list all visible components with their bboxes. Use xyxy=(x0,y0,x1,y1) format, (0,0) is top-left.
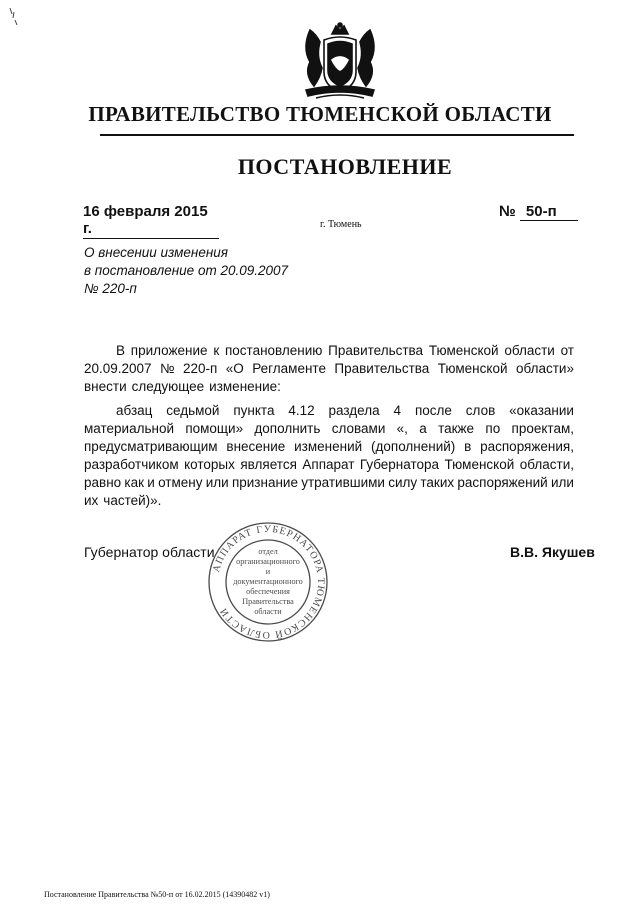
body-word: внести xyxy=(84,379,127,394)
body-word: таких xyxy=(420,475,455,490)
body-line xyxy=(84,360,574,378)
body-word: слов xyxy=(465,403,496,418)
body-word: дополнить xyxy=(254,421,321,436)
stamp-line: Правительства xyxy=(242,597,294,606)
body-word: Тюменской xyxy=(444,457,515,472)
body-word: частей)». xyxy=(103,493,162,508)
stamp-line: документационного xyxy=(233,577,303,586)
stamp-line: и xyxy=(265,567,271,576)
signatory-title: Губернатор области xyxy=(84,544,215,560)
signatory-name: В.В. Якушев xyxy=(510,544,595,560)
body-word: 20.09.2007 xyxy=(84,361,152,376)
body-word: по xyxy=(485,421,501,436)
body-word: приложение xyxy=(130,343,208,358)
body-line xyxy=(84,420,574,438)
body-word: как xyxy=(124,475,145,490)
body-word: Правительства xyxy=(328,343,424,358)
subject-line: О внесении изменения xyxy=(84,245,229,260)
body-word: «О xyxy=(225,361,244,376)
body-word: Правительства xyxy=(334,361,430,376)
body-word: или xyxy=(205,475,229,490)
body-word: Регламенте xyxy=(252,361,326,376)
body-word: (дополнений) xyxy=(371,439,456,454)
body-word: признание xyxy=(231,475,298,490)
body-line xyxy=(84,474,574,492)
body-word: 4.12 xyxy=(288,403,315,418)
body-word: после xyxy=(414,403,452,418)
document-body xyxy=(84,342,574,510)
body-word: проектам, xyxy=(511,421,574,436)
body-word: силу xyxy=(388,475,418,490)
title-divider xyxy=(100,134,574,136)
body-word: или xyxy=(550,475,574,490)
body-word: а xyxy=(419,421,427,436)
body-word: седьмой xyxy=(166,403,220,418)
number-sign: № xyxy=(499,203,516,220)
body-line xyxy=(84,438,574,456)
body-word: разработчиком xyxy=(84,457,179,472)
body-word: следующее xyxy=(131,379,205,394)
official-stamp xyxy=(206,520,330,644)
body-word: области xyxy=(504,343,555,358)
body-word: к xyxy=(213,343,220,358)
stamp-line: отдел xyxy=(258,547,278,556)
body-word: помощи» xyxy=(185,421,244,436)
body-word: материальной xyxy=(84,421,175,436)
body-word: внесение xyxy=(226,439,286,454)
body-word: Губернатора xyxy=(359,457,440,472)
body-word: распоряжения, xyxy=(480,439,574,454)
body-word: равно xyxy=(84,475,122,490)
body-word: области» xyxy=(515,361,574,376)
body-line xyxy=(84,402,574,420)
coat-of-arms-emblem xyxy=(296,20,384,104)
document-subject xyxy=(84,244,288,298)
body-line xyxy=(84,342,574,360)
body-word: их xyxy=(84,493,99,508)
body-word: Тюменской xyxy=(428,343,499,358)
body-line xyxy=(84,456,574,474)
body-word: Аппарат xyxy=(302,457,355,472)
body-word: и xyxy=(147,475,155,490)
stamp-line: обеспечения xyxy=(246,587,290,596)
body-word: Тюменской xyxy=(437,361,508,376)
stamp-ring-text: АППАРАТ ГУБЕРНАТОРА ТЮМЕНСКОЙ ОБЛАСТИ xyxy=(210,523,327,641)
body-word: распоряжений xyxy=(457,475,548,490)
body-word: является xyxy=(240,457,297,472)
subject-line: № 220-п xyxy=(84,281,137,296)
stamp-line: области xyxy=(254,607,282,616)
body-word: пункта xyxy=(233,403,275,418)
document-date: 16 февраля 2015 г. xyxy=(83,203,219,239)
body-word: 220-п xyxy=(182,361,218,376)
stamp-line: организационного xyxy=(236,557,300,566)
body-word: словами xyxy=(331,421,386,436)
document-number xyxy=(499,203,578,221)
body-word: изменений xyxy=(294,439,363,454)
body-word: № xyxy=(160,361,175,376)
corner-scribble-mark xyxy=(6,6,22,26)
body-word: от xyxy=(560,343,574,358)
body-word: 4 xyxy=(393,403,402,418)
body-word: области, xyxy=(519,457,574,472)
body-word: «оказании xyxy=(509,403,574,418)
number-value: 50-п xyxy=(520,203,578,221)
body-word: В xyxy=(116,343,126,358)
document-footer: Постановление Правительства №50-п от 16.02.2015 (14390482 v1) xyxy=(44,890,270,899)
body-word: также xyxy=(438,421,475,436)
body-word: предусматривающим xyxy=(84,439,218,454)
body-word: изменение: xyxy=(209,379,281,394)
body-word: которых xyxy=(184,457,235,472)
body-word: утратившими xyxy=(301,475,385,490)
body-line xyxy=(84,492,574,510)
body-word: отмену xyxy=(158,475,203,490)
body-word: «, xyxy=(396,421,408,436)
body-word: раздела xyxy=(328,403,380,418)
city-label: г. Тюмень xyxy=(320,219,362,230)
body-word: абзац xyxy=(116,403,153,418)
body-word: в xyxy=(464,439,472,454)
government-title: ПРАВИТЕЛЬСТВО ТЮМЕНСКОЙ ОБЛАСТИ xyxy=(88,102,552,126)
document-type: ПОСТАНОВЛЕНИЕ xyxy=(237,154,453,179)
subject-line: в постановление от 20.09.2007 xyxy=(84,263,289,278)
body-line xyxy=(84,378,574,396)
body-word: постановлению xyxy=(224,343,323,358)
